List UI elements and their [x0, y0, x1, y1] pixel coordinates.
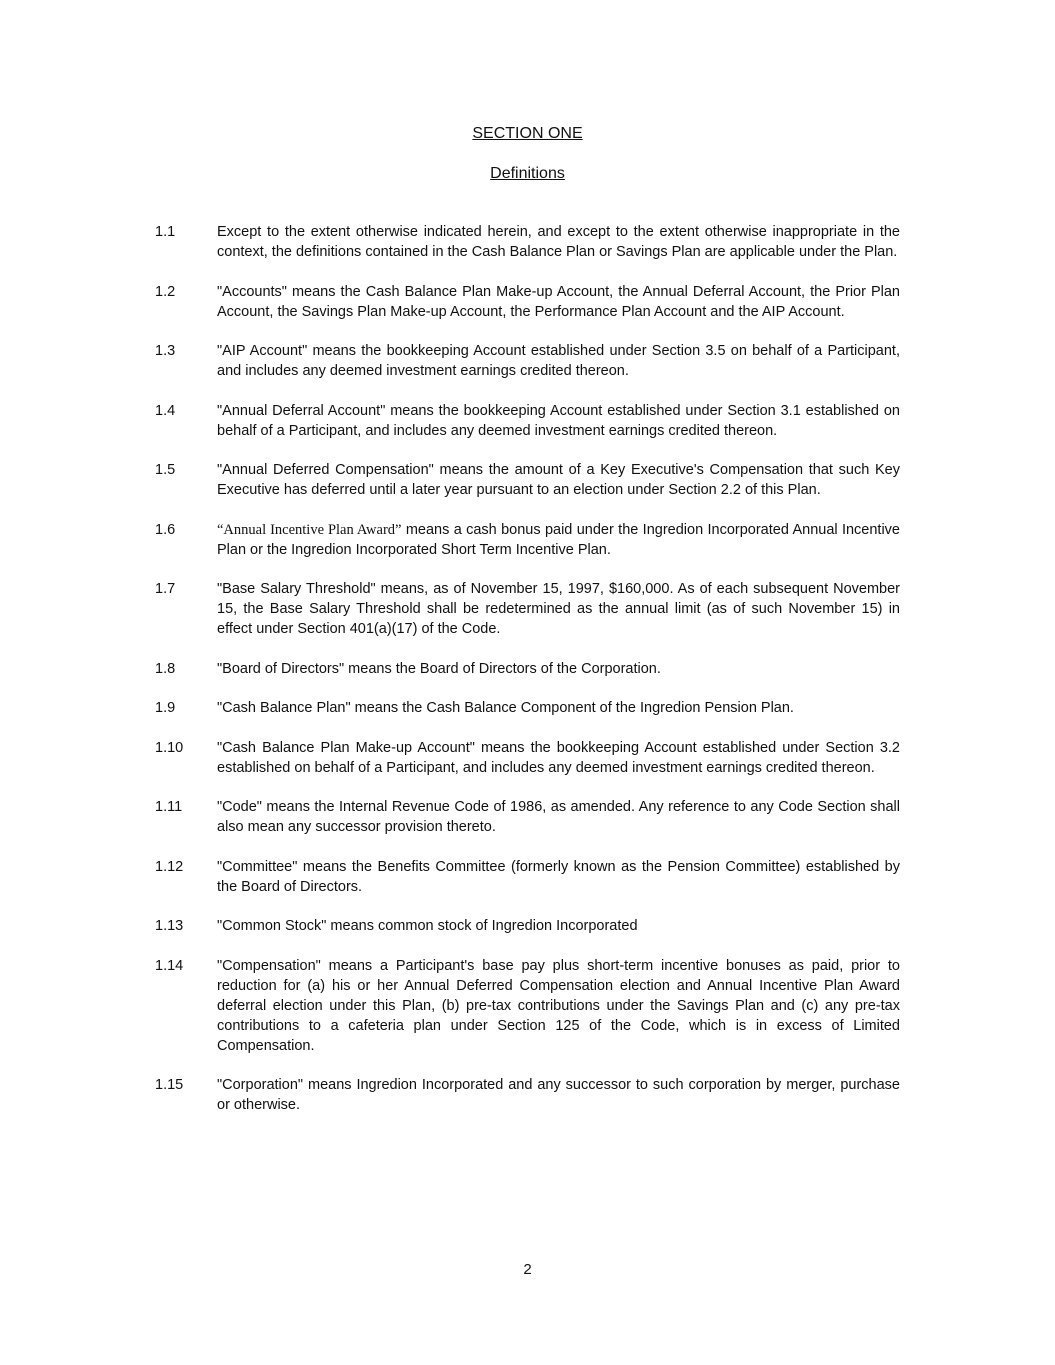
- section-title: Definitions: [490, 165, 565, 182]
- definition-text: "Base Salary Threshold" means, as of November 15, 1997, $160,000. As of each subsequent November 15, the Base Salary Threshold shall be redetermined as the annual limit (as of such November 15) in effect under Section 401(a)(17) of the Code.: [217, 581, 900, 637]
- definition-text: "Corporation" means Ingredion Incorporated and any successor to such corporation by merger, purchase or otherwise.: [217, 1077, 900, 1113]
- definition-number: 1.9: [155, 700, 176, 716]
- definition-text: "Common Stock" means common stock of Ingredion Incorporated: [217, 918, 638, 934]
- definition-number: 1.7: [155, 581, 176, 597]
- definition-item: [155, 520, 900, 560]
- definition-number: 1.15: [155, 1077, 184, 1093]
- definition-text: Except to the extent otherwise indicated herein, and except to the extent otherwise inappropriate in the context, the definitions contained in the Cash Balance Plan or Savings Plan are applicable under the Plan.: [217, 224, 900, 260]
- definition-item: [155, 857, 900, 897]
- definition-number: 1.5: [155, 462, 176, 478]
- definition-item: [155, 738, 900, 778]
- definition-number: 1.13: [155, 918, 184, 934]
- definition-item: [155, 579, 900, 639]
- definition-item: [155, 341, 900, 381]
- definition-item: [155, 282, 900, 322]
- definition-text: "Annual Deferred Compensation" means the amount of a Key Executive's Compensation that such Key Executive has deferred until a later year pursuant to an election under Section 2.2 of this Plan.: [217, 462, 900, 498]
- definition-item: [155, 460, 900, 500]
- definition-item: [155, 698, 900, 718]
- definition-number: 1.1: [155, 224, 176, 240]
- definition-text: "Accounts" means the Cash Balance Plan Make-up Account, the Annual Deferral Account, the Prior Plan Account, the Savings Plan Make-up Account, the Performance Plan Account and the AIP Account.: [217, 283, 900, 320]
- definition-text: "Compensation" means a Participant's base pay plus short-term incentive bonuses as paid, prior to reduction for (a) his or her Annual Deferred Compensation election and Annual Incentive Plan Award deferral election under this Plan, (b) pre-tax contributions under the Savings Plan and (c) any pre-tax contributions to a cafeteria plan under Section 125 of the Code, which is in excess of Limited Compensation.: [217, 957, 900, 1054]
- definition-text: "Annual Deferral Account" means the bookkeeping Account established under Section 3.1 established on behalf of a Participant, and includes any deemed investment earnings credited thereon.: [217, 402, 900, 439]
- definition-text: "Committee" means the Benefits Committee (formerly known as the Pension Committee) established by the Board of Directors.: [217, 858, 900, 895]
- defined-term: “Annual Incentive Plan Award”: [217, 521, 402, 538]
- definition-body: means a cash bonus paid under the Ingredion Incorporated Annual Incentive Plan or the Ingredion Incorporated Short Term Incentive Plan.: [217, 521, 900, 558]
- definition-item: [155, 797, 900, 837]
- definition-number: 1.3: [155, 343, 176, 359]
- definition-number: 1.6: [155, 521, 176, 538]
- section-heading: SECTION ONE: [472, 125, 583, 142]
- definition-text: "Board of Directors" means the Board of Directors of the Corporation.: [217, 660, 661, 677]
- definition-number: 1.11: [155, 799, 183, 815]
- definition-item: [155, 1075, 900, 1115]
- definition-number: 1.12: [155, 858, 184, 875]
- definition-number: 1.2: [155, 283, 176, 300]
- definition-number: 1.8: [155, 660, 176, 677]
- definition-number: 1.14: [155, 957, 184, 974]
- definition-item: [155, 916, 900, 936]
- definition-text: "Cash Balance Plan Make-up Account" means the bookkeeping Account established under Section 3.2 established on behalf of a Participant, and includes any deemed investment earnings credited thereon.: [217, 739, 900, 776]
- definition-text: "AIP Account" means the bookkeeping Account established under Section 3.5 on behalf of a Participant, and includes any deemed investment earnings credited thereon.: [217, 343, 900, 379]
- definition-text: "Cash Balance Plan" means the Cash Balance Component of the Ingredion Pension Plan.: [217, 700, 794, 716]
- definition-number: 1.10: [155, 739, 184, 756]
- definition-item: [155, 956, 900, 1056]
- definition-item: [155, 401, 900, 441]
- definitions-list: [155, 222, 900, 1135]
- definition-number: 1.4: [155, 402, 176, 419]
- page-number: 2: [523, 1261, 532, 1278]
- definition-text: [217, 520, 900, 560]
- definition-item: [155, 222, 900, 262]
- definition-item: [155, 659, 900, 679]
- definition-text: "Code" means the Internal Revenue Code of 1986, as amended. Any reference to any Code Section shall also mean any successor provision thereto.: [217, 799, 900, 835]
